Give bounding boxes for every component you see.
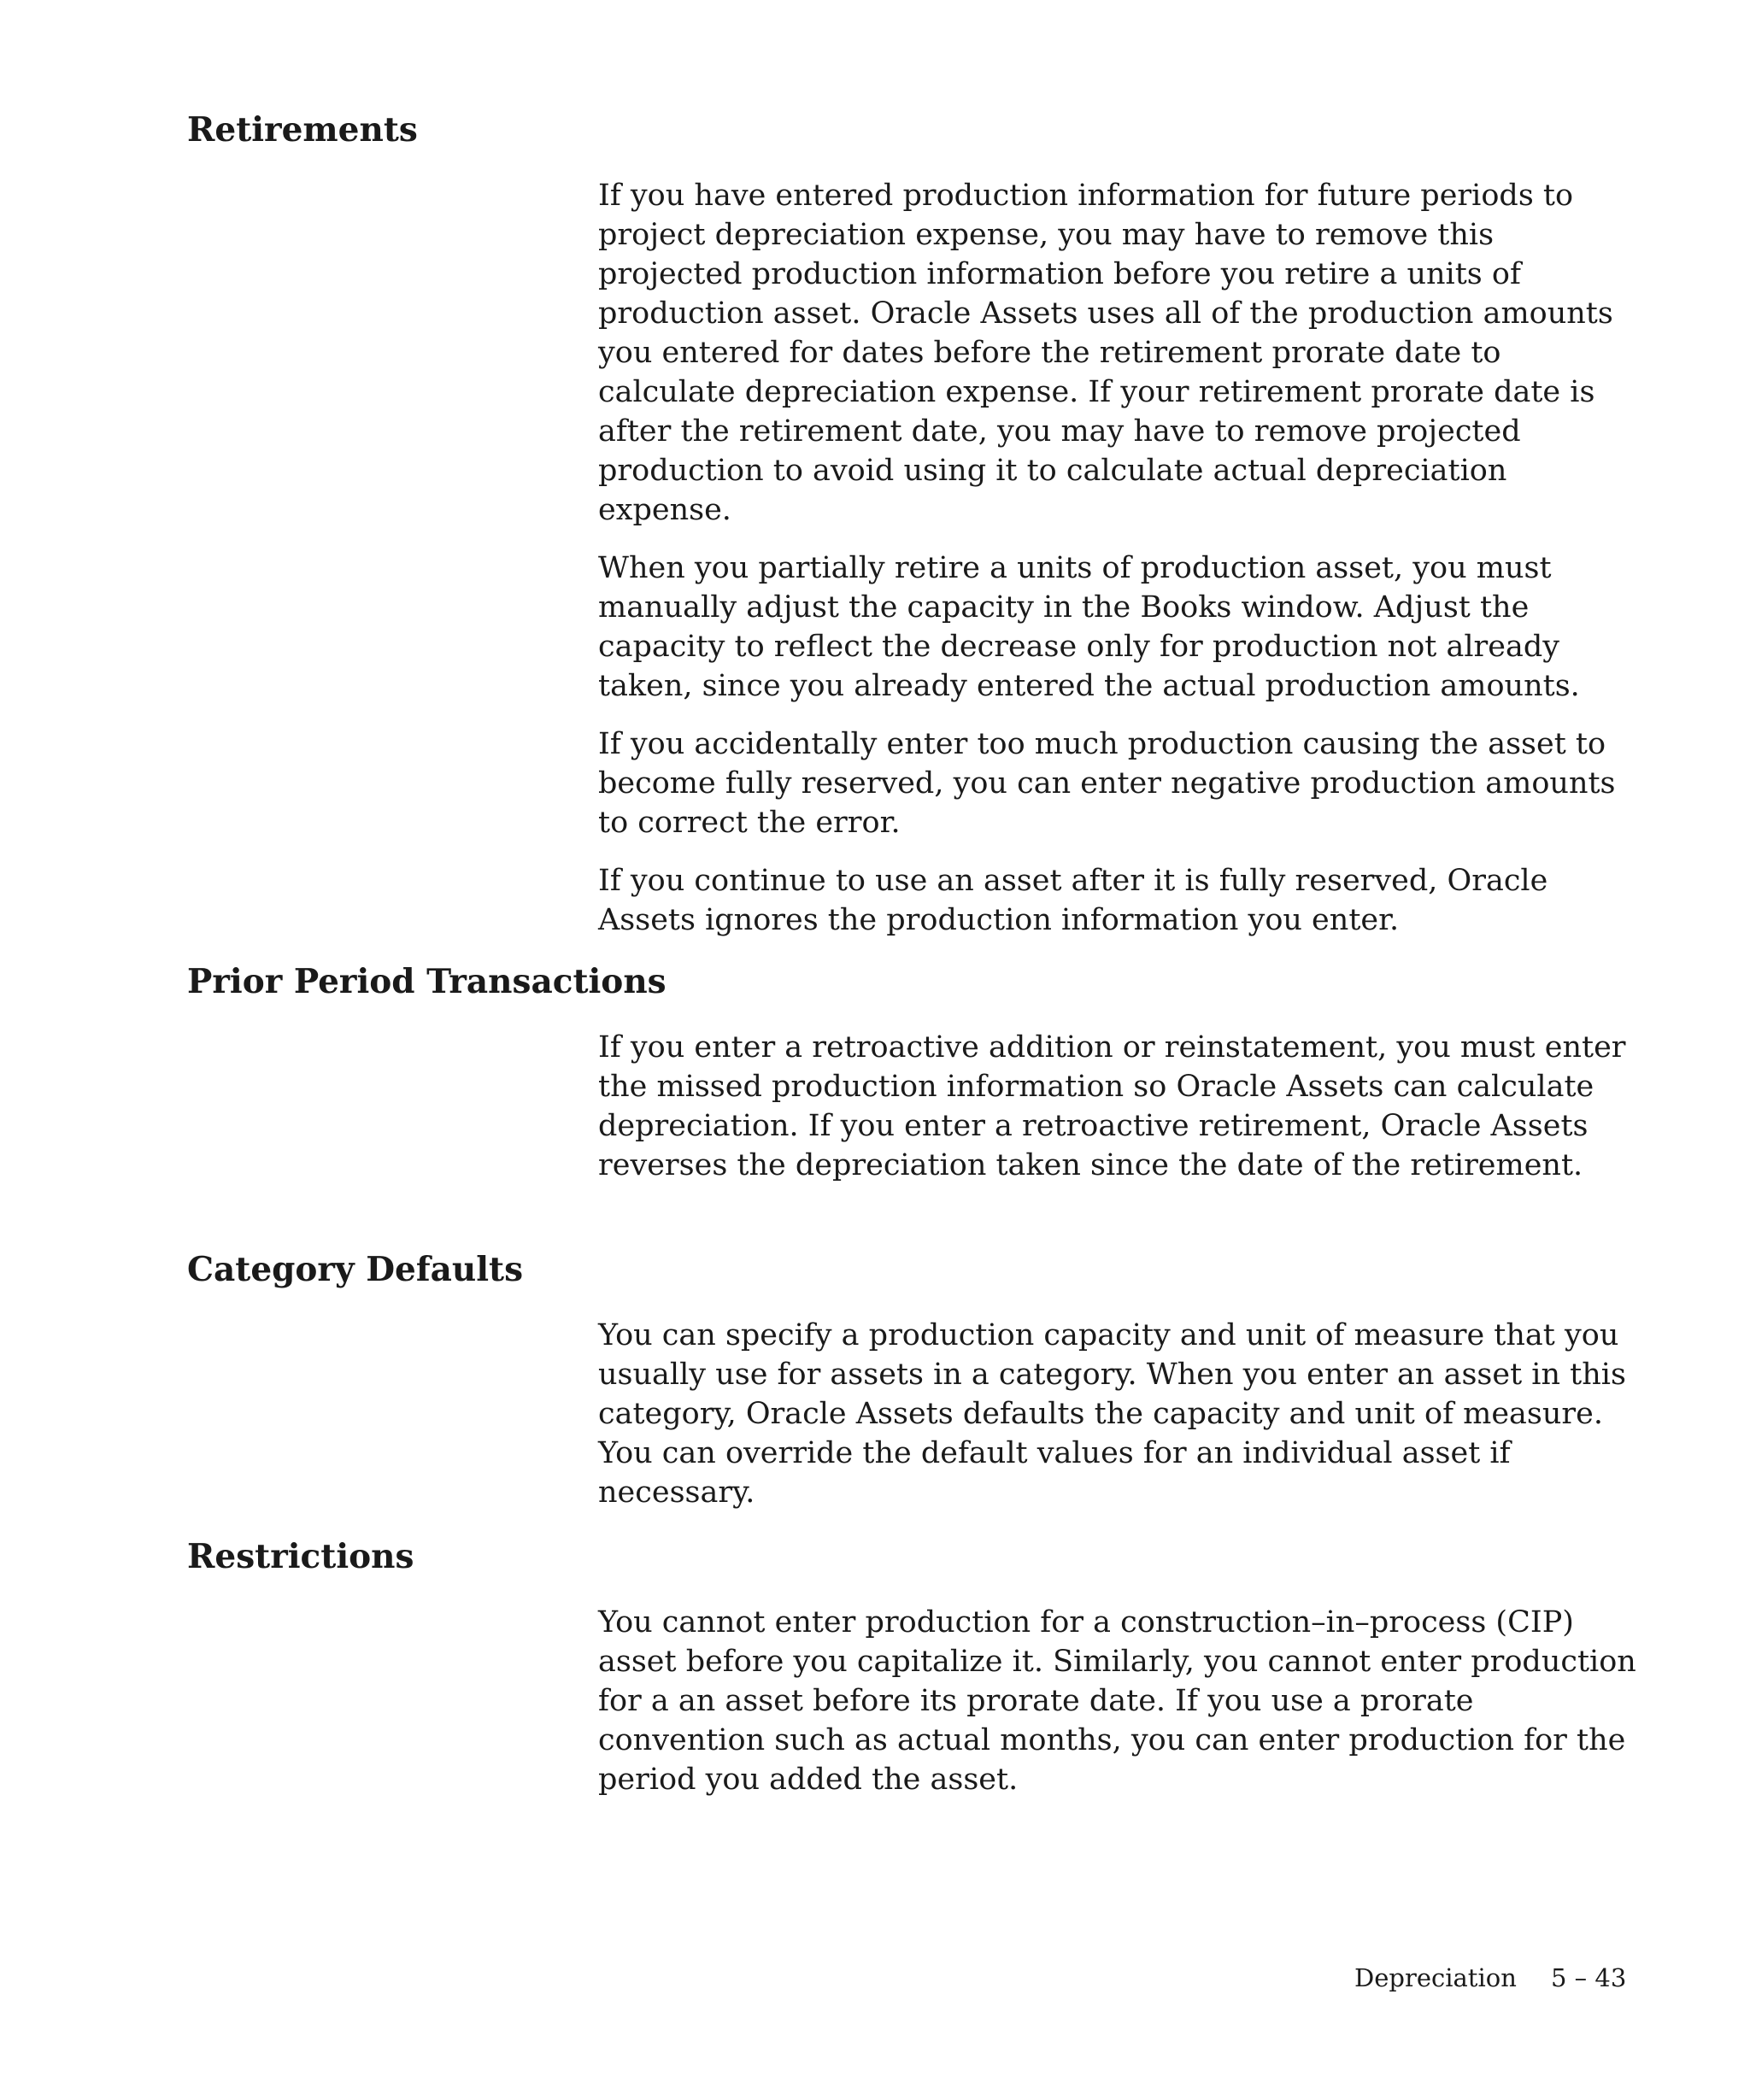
paragraph: If you accidentally enter too much production causing the asset to become fully reserved, you can enter negative production amounts to correct the error. <box>598 727 1616 840</box>
page-footer <box>0 1962 1750 1997</box>
section-heading-restrictions: Restrictions <box>187 1537 414 1576</box>
section-body-restrictions <box>598 1603 1641 1818</box>
section-body-retirements <box>598 176 1641 959</box>
paragraph: If you continue to use an asset after it is fully reserved, Oracle Assets ignores the production information you enter. <box>598 864 1548 937</box>
footer-page-number: 5 – 43 <box>1551 1963 1627 1992</box>
paragraph: You can specify a production capacity and unit of measure that you usually use for assets in a category. When you enter an asset in this category, Oracle Assets defaults the capacity and unit of measure. You can override the default values for an individual asset if necessary. <box>598 1318 1626 1510</box>
section-body-prior-period-transactions <box>598 1028 1641 1204</box>
section-body-category-defaults <box>598 1316 1641 1531</box>
section-heading-prior-period-transactions: Prior Period Transactions <box>187 962 667 1001</box>
paragraph: You cannot enter production for a construction–in–process (CIP) asset before you capitalize it. Similarly, you cannot enter production for a an asset before its prorate date. If you use a prorate convention such as actual months, you can enter production for the period you added the asset. <box>598 1605 1636 1797</box>
paragraph: If you have entered production information for future periods to project depreciation expense, you may have to remove this projected production information before you retire a units of production asset. Oracle Assets uses all of the production amounts you entered for dates before the retirement prorate date to calculate depreciation expense. If your retirement prorate date is after the retirement date, you may have to remove projected production to avoid using it to calculate actual depreciation expense. <box>598 179 1613 527</box>
paragraph: If you enter a retroactive addition or reinstatement, you must enter the missed production information so Oracle Assets can calculate depreciation. If you enter a retroactive retirement, Oracle Assets reverses the depreciation taken since the date of the retirement. <box>598 1030 1626 1182</box>
section-heading-retirements: Retirements <box>187 110 418 150</box>
section-heading-category-defaults: Category Defaults <box>187 1250 524 1289</box>
paragraph: When you partially retire a units of production asset, you must manually adjust the capacity in the Books window. Adjust the capacity to reflect the decrease only for production not already taken, since you already entered the actual production amounts. <box>598 551 1580 703</box>
footer-chapter-title: Depreciation <box>1354 1963 1517 1992</box>
